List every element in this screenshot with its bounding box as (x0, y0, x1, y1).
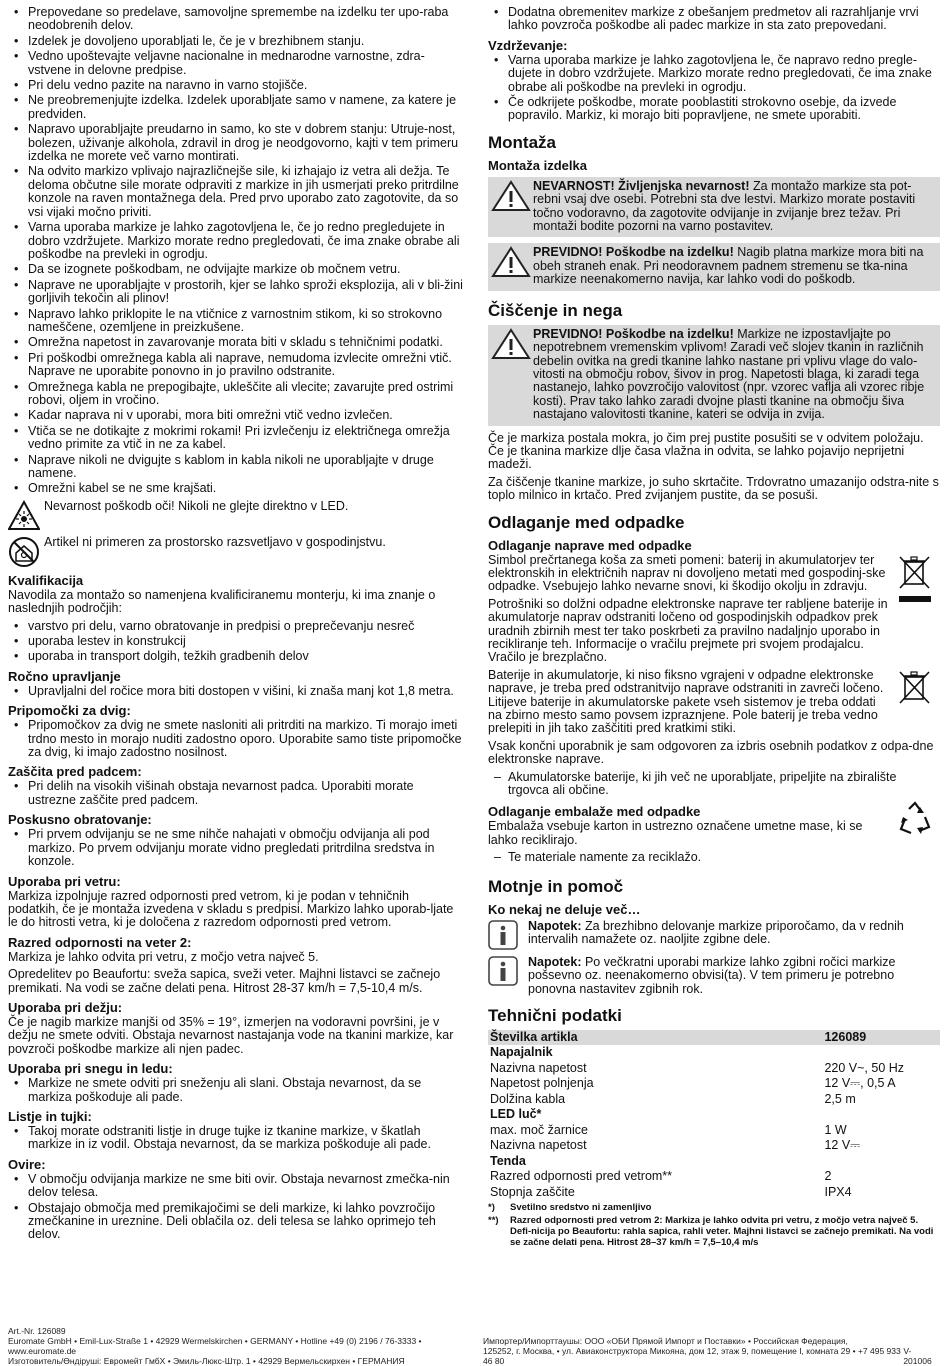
section-heading: Uporaba pri vetru: (8, 873, 121, 889)
section-heading: Razred odpornosti na veter 2: (8, 934, 192, 950)
spec-key: Napetost polnjenja (490, 1076, 594, 1091)
list-item: • Markize ne smete odviti pri sneženju ali slani. Obstaja nevarnost, da se markiza poškoduje ali pade. (8, 1077, 463, 1104)
list-item: • V območju odvijanja markize ne sme biti ovir. Obstaja nevarnost zmečka-nin delov telesa. (8, 1173, 463, 1200)
list-item: • Pripomočkov za dvig ne smete nasloniti ali pritrditi na markizo. Ti morajo imeti trdno mesto in morajo nuditi zadostno oporo. Uporabite samo tiste pripomočke za dvig, ki imajo zadostno nosilnost. (8, 719, 463, 759)
paragraph: Simbol prečrtanega koša za smeti pomeni: baterij in akumulatorjev ter elektronskih in električnih naprav ni dovoljeno metati med gospodinj-ske odpadke. Vsebujejo lahko nevarne snovi, ki škodijo okolju in zdravju. (488, 552, 886, 594)
footer-right (483, 1336, 938, 1366)
caution-box (488, 243, 940, 290)
spec-value: 12 V⎓, 0,5 A (824, 1076, 896, 1091)
list-item: • varstvo pri delu, varno obratovanje in predpisi o preprečevanju nesreč (8, 620, 463, 633)
recycle-icon (895, 799, 935, 839)
note-text: Za brezhibno delovanje markize priporočamo, da v rednih intervalih namažete oz. naoljite zgibne dele. (528, 918, 904, 947)
list-item: – Akumulatorske baterije, ki jih več ne uporabljate, pripeljite na zbiralište trgovca ali občine. (488, 771, 940, 798)
safety-bullets (8, 6, 463, 496)
spec-value: 1 W (824, 1122, 847, 1137)
disposal-block (488, 554, 940, 669)
spec-value: IPX4 (824, 1184, 852, 1199)
footer-left (8, 1326, 478, 1366)
subsection-heading: Odlaganje naprave med odpadke (488, 537, 692, 553)
table-row (488, 1045, 940, 1061)
list-item: • Dodatna obremenitev markize z obešanjem predmetov ali razrahljanje vrvi lahko povzroča poškodbe ali padec markize in sta zato prepovedani. (488, 6, 940, 33)
no-room-lighting-icon (8, 536, 40, 568)
list-item: • Pri delih na visokih višinah obstaja nevarnost padca. Uporabiti morate ustrezne zaščite pred padcem. (8, 780, 463, 807)
section-title-odlaganje: Odlaganje med odpadke (488, 512, 685, 532)
list-item: – Te materiale namente za reciklažo. (488, 851, 890, 864)
list-item: • uporaba lestev in konstrukcij (8, 635, 463, 648)
packaging-disposal-block (488, 799, 940, 866)
crossed-bin-icon (897, 554, 933, 606)
subsection-heading: Odlaganje embalaže med odpadke (488, 804, 701, 820)
subsection-heading: Ko nekaj ne deluje več… (488, 901, 641, 917)
list-item: • Naprave ne uporabljajte v prostorih, kjer se lahko sproži eksplozija, ali v bli-žini gorljivih tekočin ali plinov! (8, 279, 463, 306)
warning-label: NEVARNOST! Življenjska nevarnost! (533, 178, 750, 193)
warning-text: Nagib platna markize mora biti na obeh straneh enak. Pri neodoravnem padnem stremenu se tka-nina markize neenakomerno navija, kar lahko vodi do poškodb. (533, 245, 924, 287)
info-icon (488, 956, 518, 986)
warning-text: Za montažo markize sta pot-rebni vsaj dve osebi. Potrebni sta dve lestvi. Markizo morate postaviti točno vodoravno, da zagotovite odvijanje in zvijanje brez težav. Pri montaži bodite pozorni na varno postavitev. (533, 178, 916, 234)
list-item: • Varna uporaba markize je lahko zagotovljena le, če jo redno pregledujete in dobro vzdržujete. Markizo morate redno pregledovati, če ima znake obrabe ali poškodbe na prevleki in ogrodju. (8, 221, 463, 261)
spec-value (822, 1107, 940, 1123)
warning-triangle-icon (491, 246, 531, 278)
section-heading: Poskusno obratovanje: (8, 812, 152, 828)
section-heading: Zaščita pred padcem: (8, 764, 142, 780)
list-item: • Pri delu vedno pazite na naravno in varno stojišče. (8, 79, 463, 92)
spec-key: Napajalnik (490, 1045, 553, 1060)
led-warning-text: Nevarnost poškodb oči! Nikoli ne glejte direktno v LED. (44, 498, 349, 513)
section-heading: Pripomočki za dvig: (8, 703, 131, 719)
section-heading: Listje in tujki: (8, 1108, 92, 1124)
room-light-notice (8, 536, 463, 568)
list-item: • Varna uporaba markize je lahko zagotovljena le, če napravo redno pregle-dujete in dobro vzdržujete. Markizo morate redno pregledovati, če ima znake obrabe ali poškodbe na prevleki in ogrodju. (488, 54, 940, 94)
list-item: • Prepovedane so predelave, samovoljne spremembe na izdelku ter upo-raba neodobrenih delov. (8, 6, 463, 33)
paragraph: Vsak končni uporabnik je sam odgovoren za izbris osebnih podatkov z odpa-dne elektronske naprave. (488, 738, 934, 767)
version-code: V-201006 (903, 1346, 932, 1366)
spec-value: 2 (824, 1169, 832, 1184)
table-row (488, 1154, 940, 1170)
spec-key: Nazivna napetost (490, 1060, 587, 1075)
list-item: • Vedno upoštevajte veljavne nacionalne in mednarodne varnostne, zdra-vstvene in delovne predpise. (8, 50, 463, 77)
list-item: • Omrežnega kabla ne prepogibajte, ukleščite ali vlecite; zavarujte pred ostrimi robovi, oljem in vročino. (8, 381, 463, 408)
spec-value (822, 1045, 940, 1061)
warning-triangle-icon (491, 328, 531, 360)
paragraph: Potrošniki so dolžni odpadne elektronske naprave ter rabljene baterije in akumulatorje naprav odstraniti ločeno od gospodinjskih odpadkov prek uradnih zbirnih mest ter tako poskrbeti za pravilno nadaljnjo uporabo in recikliranje teh. Informacije o vračilu prejmete pri svojem prodajalcu. Vračilo je brezplačno. (488, 596, 888, 665)
section-heading: Uporaba pri snegu in ledu: (8, 1061, 173, 1077)
table-row (488, 1138, 940, 1154)
section-heading: Ročno upravljanje (8, 668, 121, 684)
paragraph: Baterije in akumulatorje, ki niso fiksno vgrajeni v odpadne elektronske naprave, je treba pred odstranitvijo naprave odstraniti in zavreči ločeno. Litijeve baterije in akumulatorske pakete vseh sistemov je treba oddati na zbirno mesto samo povsem izpraznjene. Pole baterij je treba vedno prelepiti in jih tako zaščititi pred kratkimi stiki. (488, 667, 884, 736)
list-item: • Obstajajo območja med premikajočimi se deli markize, ki lahko povzročijo zmečkanine in ureznine. Deli oblačila oz. deli telesa se lahko oprimejo teh delov. (8, 1202, 463, 1242)
section-title-ciscenje: Čiščenje in nega (488, 300, 623, 320)
spec-key: max. moč žarnice (490, 1122, 588, 1137)
paragraph: Navodila za montažo so namenjena kvalificiranemu monterju, ki ima znanje o naslednjih področjih: (8, 587, 436, 616)
paragraph: Če je nagib markize manjši od 35% = 19°, izmerjen na vodoravni površini, je v dežju ne smete odviti. Obstaja nevarnost nastajanja vode na tkanini markize, kar povzroči poškodbe markize ali njen padec. (8, 1014, 454, 1056)
importer-line: Импортер/Импорттаушы: ООО «ОБИ Прямой Импорт и Поставки» • Российская Федерация, (483, 1336, 848, 1346)
table-row (488, 1185, 940, 1201)
list-item: • uporaba in transport dolgih, težkih gradbenih delov (8, 650, 463, 663)
paragraph: Če je markiza postala mokra, jo čim prej pustite posušiti se v odvitem položaju. Če je tkanina markize dlje časa vlažna in odvita, se lahko pojavijo neprijetni madeži. (488, 430, 924, 472)
spec-key: Dolžina kabla (490, 1091, 566, 1106)
left-column (8, 6, 463, 1244)
footnote (488, 1202, 940, 1213)
spec-key: Tenda (490, 1153, 526, 1168)
section-heading: Ovire: (8, 1156, 46, 1172)
paragraph: Opredelitev po Beaufortu: sveža sapica, sveži veter. Majhni listavci se začnejo premikati. Na vodi se začne delati pena. Hitrost 28-37 km/h = 7,5-10,4 m/s. (8, 967, 441, 995)
subsection-heading: Montaža izdelka (488, 157, 587, 173)
list-item: • Na odvito markizo vplivajo najrazličnejše sile, ki izhajajo iz vetra ali dežja. Te deloma občutne sile morate odpraviti z markize in jih usmerjati preko pritrdilne konzole na raven montažnega dela. Pred prvo uporabo zato zagotovite, da so vsi vijaki močno priviti. (8, 165, 463, 219)
tip-note (488, 956, 940, 996)
section-title-tehnicni: Tehnični podatki (488, 1005, 622, 1025)
tip-note (488, 920, 940, 950)
list-item: • Pri poškodbi omrežnega kabla ali naprave, nemudoma izvlecite omrežni vtič. Naprave ne uporabite ponovno in jo pravilno odstranite. (8, 352, 463, 379)
list-item: • Pri prvem odvijanju se ne sme nihče nahajati v območju odvijanja ali pod markizo. Po prvem odvijanju morate vidno pregledati pritrdilna sredstva in konzole. (8, 828, 463, 868)
battery-disposal-block (488, 669, 940, 740)
warning-label: PREVIDNO! Poškodbe na izdelku! (533, 245, 734, 260)
section-title-montaza: Montaža (488, 132, 556, 152)
spec-value: 126089 (822, 1030, 940, 1046)
paragraph: Markiza je lahko odvita pri vetru, z močjo vetra največ 5. (8, 949, 319, 964)
note-text: Po večkratni uporabi markize lahko zgibni ročici markize pošsevno oz. neenakomerno obvisi(ta). V tem primeru je potrebno ponovna nastavitev zgibnih rok. (528, 954, 896, 996)
warning-label: PREVIDNO! Poškodbe na izdelku! (533, 326, 734, 341)
table-row (488, 1107, 940, 1123)
table-row (488, 1123, 940, 1139)
note-label: Napotek: (528, 954, 582, 969)
manufacturer-line: Euromate GmbH • Emil-Lux-Straße 1 • 42929 Wermelskirchen • GERMANY • Hotline +49 (0) 2196 / 76-3333 • www.euromate.de (8, 1336, 422, 1356)
paragraph: Markiza izpolnjuje razred odpornosti pred vetrom, ki je podan v tehničnih podatkih, če je montaža izvedena v skladu s predpisi. Markizo lahko uporab-ljate le do hitrosti vetra, ki je določena z razredom odpornosti pred vetrom. (8, 888, 454, 930)
list-item: • Takoj morate odstraniti listje in druge tujke iz tkanine markize, v škatlah markize in iz vodil. Obstaja nevarnost, da se markiza poškoduje ali pade. (8, 1125, 463, 1152)
danger-warning-box (488, 177, 940, 238)
list-item: • Da se izognete poškodbam, ne odvijajte markize ob močnem vetru. (8, 263, 463, 276)
footnote-text: Svetilno sredstvo ni zamenljivo (510, 1202, 652, 1214)
footnote (488, 1215, 940, 1248)
spec-value: 12 V⎓ (824, 1138, 861, 1153)
spec-key: Stopnja zaščite (490, 1184, 575, 1199)
list-item: • Napravo uporabljajte preudarno in samo, ko ste v dobrem stanju: Utruje-nost, bolezen, uživanje alkohola, zdravil in drog je neodgovorno, kajti v tem primeru izdelka ne morete več varno montirati. (8, 123, 463, 163)
importer-address: 125252, г. Москва, • ул. Авиаконструктора Микояна, дом 12, этаж 9, помещение I, комната 29 • +7 495 933 46 80 (483, 1346, 901, 1366)
list-item: • Naprave nikoli ne dvigujte s kablom in kabla nikoli ne uporabljajte v druge namene. (8, 454, 463, 481)
note-label: Napotek: (528, 918, 582, 933)
table-row (488, 1076, 940, 1092)
spec-table (488, 1030, 940, 1201)
footnote-mark: **) (488, 1215, 499, 1227)
table-row (488, 1061, 940, 1077)
table-row (488, 1092, 940, 1108)
led-warning (8, 500, 463, 532)
section-heading: Uporaba pri dežju: (8, 999, 123, 1015)
room-light-text: Artikel ni primeren za prostorsko razsvetljavo v gospodinjstvu. (44, 534, 386, 549)
footnote-mark: *) (488, 1202, 495, 1214)
list-item: • Izdelek je dovoljeno uporabljati le, če je v brezhibnem stanju. (8, 35, 463, 48)
spec-value: 220 V~, 50 Hz (824, 1060, 905, 1075)
spec-key: Razred odpornosti pred vetrom** (490, 1169, 673, 1184)
section-heading: Kvalifikacija (8, 572, 84, 588)
list-item: • Kadar naprava ni v uporabi, mora biti omrežni vtič vedno izvlečen. (8, 409, 463, 422)
table-row (488, 1030, 940, 1046)
article-number: Art.-Nr. 126089 (8, 1326, 66, 1336)
warning-triangle-icon (491, 180, 531, 212)
table-row (488, 1169, 940, 1185)
spec-value: 2,5 m (824, 1091, 856, 1106)
spec-value (822, 1154, 940, 1170)
list-item: • Vtiča se ne dotikajte z mokrimi rokami! Pri izvlečenju iz električnega omrežja vedno primite za vtič in ne za kabel. (8, 425, 463, 452)
list-item: • Če odkrijete poškodbe, morate pooblastiti strokovno osebje, da izvede popravilo. Markiz, ki morajo biti popravljene, ne smete uporabiti. (488, 96, 940, 123)
caution-box (488, 325, 940, 426)
section-title-motnje: Motnje in pomoč (488, 876, 624, 896)
manufacturer-line-ru: Изготовитель/Өндіруші: Евромейт ГмбХ • Эмиль-Люкс-Штр. 1 • 42929 Вермельскирхен • ГЕРМАНИЯ (8, 1356, 405, 1366)
list-item: • Omrežni kabel se ne sme krajšati. (8, 482, 463, 495)
spec-key: Številka artikla (488, 1030, 822, 1046)
crossed-bin-icon (897, 669, 933, 705)
info-icon (488, 920, 518, 950)
list-item: • Upravljalni del ročice mora biti dostopen v višini, ki znaša manj kot 1,8 metra. (8, 685, 463, 698)
section-heading: Vzdrževanje: (488, 37, 568, 53)
spec-key: LED luč* (490, 1107, 542, 1122)
laser-warning-icon (8, 500, 40, 532)
paragraph: Za čiščenje tkanine markize, jo suho skrtačite. Trdovratno umazanijo odstra-nite s toplo milnico in krtačo. Pred zvijanjem pustite, da se posuši. (488, 474, 939, 503)
right-column (488, 6, 940, 1248)
footnote-text: Razred odpornosti pred vetrom 2: Markiza je lahko odvita pri vetru, z močjo vetra največ 5. Defi-nicija po Beaufortu: rahla sapica, rahli veter. Majhni listavci se začnejo premikati. Na vodi se začne delati pena. Hitrost 28–37 km/h = 7,5–10,4 m/s (510, 1215, 934, 1249)
warning-text: Markize ne izpostavljajte po nepotrebnem vremenskim vplivom! Zaradi več slojev tkanin in različnih debelin ovitka na gredi tkanine lahko nastane pri vplivu vlage do valo-vitosti na območju robov, šivov in prog. Napetosti blaga, ki zaradi tega nastanejo, lahko povzročijo valovitost (npr. vzorec vaflja ali vzorec ribje kosti). Prav tako lahko zaradi dvojne plasti tkanine na območju šiva nastajano valovitosti tkanine, kateri se odvija in zvija. (533, 326, 925, 422)
list-item: • Ne preobremenjujte izdelka. Izdelek uporabljate samo v namene, za katere je predviden. (8, 94, 463, 121)
list-item: • Napravo lahko priklopite le na vtičnice z varnostnim stikom, ki so strokovno nameščene, ozemljene in preizkušene. (8, 308, 463, 335)
paragraph: Embalaža vsebuje karton in ustrezno označene umetne mase, ki se lahko reciklirajo. (488, 819, 863, 847)
list-item: • Omrežna napetost in zavarovanje morata biti v skladu s tehničnimi podatki. (8, 336, 463, 349)
spec-key: Nazivna napetost (490, 1138, 587, 1153)
